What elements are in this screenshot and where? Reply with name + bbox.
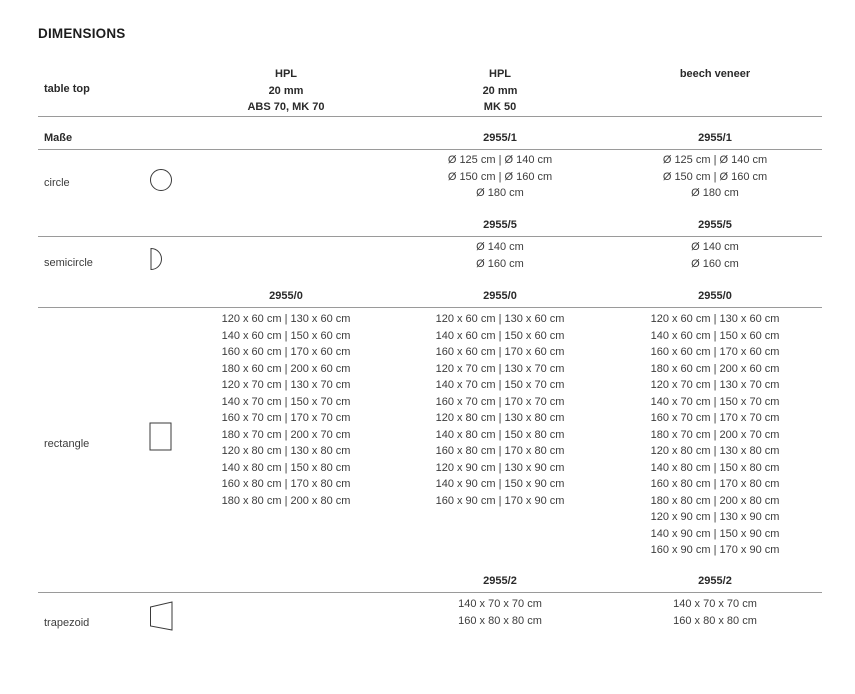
size-cell: 140 x 90 cm | 150 x 90 cm [650, 527, 780, 540]
trapezoid-shape-icon [149, 601, 175, 632]
size-cell: 140 x 90 cm | 150 x 90 cm [435, 478, 565, 490]
size-cell: Ø 140 cm [691, 241, 739, 253]
size-cell: Ø 150 cm | Ø 160 cm [447, 170, 553, 183]
rectangle-shape-icon [149, 422, 173, 452]
size-cell: 160 x 60 cm | 170 x 60 cm [435, 346, 565, 358]
size-cell: 120 x 60 cm | 130 x 60 cm [221, 313, 351, 325]
rectangle-code-col-2: 2955/0 [483, 290, 517, 302]
size-cell: 160 x 90 cm | 170 x 90 cm [650, 544, 780, 556]
size-cell: 180 x 70 cm | 200 x 70 cm [221, 428, 351, 441]
rectangle-sizes-col-2 [390, 311, 610, 509]
semicircle-shape-icon [150, 247, 164, 271]
trapezoid-sizes-col-2 [390, 596, 610, 629]
size-cell: 120 x 80 cm | 130 x 80 cm [650, 445, 780, 457]
page-title: DIMENSIONS [38, 26, 126, 41]
size-cell: 120 x 90 cm | 130 x 90 cm [435, 461, 565, 474]
size-cell: 160 x 70 cm | 170 x 70 cm [650, 412, 780, 424]
size-cell: 160 x 80 cm | 170 x 80 cm [650, 478, 780, 490]
size-cell: Ø 125 cm | Ø 140 cm [447, 154, 553, 166]
size-cell: 120 x 80 cm | 130 x 80 cm [221, 445, 351, 457]
size-cell: 180 x 60 cm | 200 x 60 cm [650, 362, 780, 375]
size-cell: 180 x 70 cm | 200 x 70 cm [650, 428, 780, 441]
size-cell: 120 x 70 cm | 130 x 70 cm [435, 362, 565, 375]
rectangle-label: rectangle [44, 438, 90, 450]
divider [38, 592, 822, 593]
circle-sizes-col-3 [605, 152, 825, 202]
divider [38, 116, 822, 117]
size-cell: 160 x 80 cm | 170 x 80 cm [435, 445, 565, 457]
header-col-1-line-1: HPL [275, 68, 297, 80]
trapezoid-code-col-2: 2955/2 [483, 575, 517, 587]
header-col-2-line-3: MK 50 [483, 101, 517, 113]
size-cell: 140 x 70 cm | 150 x 70 cm [650, 395, 780, 408]
size-cell: 180 x 80 cm | 200 x 80 cm [650, 494, 780, 507]
size-cell: Ø 140 cm [476, 241, 524, 253]
header-col-2 [390, 66, 610, 116]
size-cell: Ø 180 cm [691, 187, 739, 199]
circle-shape-icon [149, 168, 173, 192]
divider [38, 149, 822, 150]
circle-code-col-2: 2955/1 [483, 132, 517, 144]
size-cell: 140 x 70 cm | 150 x 70 cm [221, 395, 351, 408]
size-cell: 160 x 70 cm | 170 x 70 cm [435, 395, 565, 408]
semicircle-code-col-2: 2955/5 [483, 219, 517, 231]
trapezoid-sizes-col-3 [605, 596, 825, 629]
semicircle-sizes-col-3 [605, 239, 825, 272]
size-cell: 140 x 80 cm | 150 x 80 cm [650, 461, 780, 474]
size-cell: 140 x 60 cm | 150 x 60 cm [650, 329, 780, 342]
size-cell: 140 x 70 x 70 cm [673, 598, 757, 610]
circle-label: circle [44, 177, 70, 189]
size-cell: 160 x 70 cm | 170 x 70 cm [221, 412, 351, 424]
size-cell: 120 x 80 cm | 130 x 80 cm [435, 412, 565, 424]
size-cell: 140 x 80 cm | 150 x 80 cm [435, 428, 565, 441]
size-cell: 140 x 70 x 70 cm [458, 598, 542, 610]
header-col-3-line-1: beech veneer [679, 68, 751, 80]
size-cell: 160 x 80 x 80 cm [458, 614, 542, 627]
header-col-2-line-1: HPL [489, 68, 511, 80]
circle-code-col-3: 2955/1 [698, 132, 732, 144]
size-cell: 160 x 80 cm | 170 x 80 cm [221, 478, 351, 490]
masse-label: Maße [44, 132, 73, 144]
size-cell: 180 x 80 cm | 200 x 80 cm [221, 494, 351, 507]
semicircle-code-col-3: 2955/5 [698, 219, 732, 231]
size-cell: 160 x 60 cm | 170 x 60 cm [650, 346, 780, 358]
size-cell: 140 x 70 cm | 150 x 70 cm [435, 379, 565, 391]
size-cell: Ø 180 cm [476, 187, 524, 199]
size-cell: 160 x 90 cm | 170 x 90 cm [435, 494, 565, 507]
size-cell: 140 x 80 cm | 150 x 80 cm [221, 461, 351, 474]
size-cell: Ø 160 cm [476, 257, 524, 270]
size-cell: 120 x 90 cm | 130 x 90 cm [650, 511, 780, 523]
header-col-3 [605, 66, 825, 83]
circle-sizes-col-2 [390, 152, 610, 202]
size-cell: 120 x 70 cm | 130 x 70 cm [650, 379, 780, 391]
size-cell: 120 x 60 cm | 130 x 60 cm [650, 313, 780, 325]
size-cell: 120 x 60 cm | 130 x 60 cm [435, 313, 565, 325]
size-cell: 160 x 80 x 80 cm [673, 614, 757, 627]
size-cell: 120 x 70 cm | 130 x 70 cm [221, 379, 351, 391]
semicircle-sizes-col-2 [390, 239, 610, 272]
size-cell: Ø 160 cm [691, 257, 739, 270]
trapezoid-label: trapezoid [44, 617, 90, 629]
rectangle-sizes-col-3 [605, 311, 825, 559]
size-cell: 140 x 60 cm | 150 x 60 cm [435, 329, 565, 342]
header-col-1-line-3: ABS 70, MK 70 [247, 101, 325, 113]
semicircle-label: semicircle [44, 257, 93, 269]
divider [38, 307, 822, 308]
header-col-2-line-2: 20 mm [482, 84, 518, 97]
trapezoid-code-col-3: 2955/2 [698, 575, 732, 587]
header-col-1-line-2: 20 mm [268, 84, 304, 97]
size-cell: 140 x 60 cm | 150 x 60 cm [221, 329, 351, 342]
divider [38, 236, 822, 237]
table-top-label: table top [44, 83, 90, 95]
rectangle-sizes-col-1 [176, 311, 396, 509]
rectangle-code-col-1: 2955/0 [269, 290, 303, 302]
rectangle-code-col-3: 2955/0 [698, 290, 732, 302]
header-col-1 [176, 66, 396, 116]
size-cell: Ø 125 cm | Ø 140 cm [662, 154, 768, 166]
size-cell: 160 x 60 cm | 170 x 60 cm [221, 346, 351, 358]
size-cell: 180 x 60 cm | 200 x 60 cm [221, 362, 351, 375]
size-cell: Ø 150 cm | Ø 160 cm [662, 170, 768, 183]
